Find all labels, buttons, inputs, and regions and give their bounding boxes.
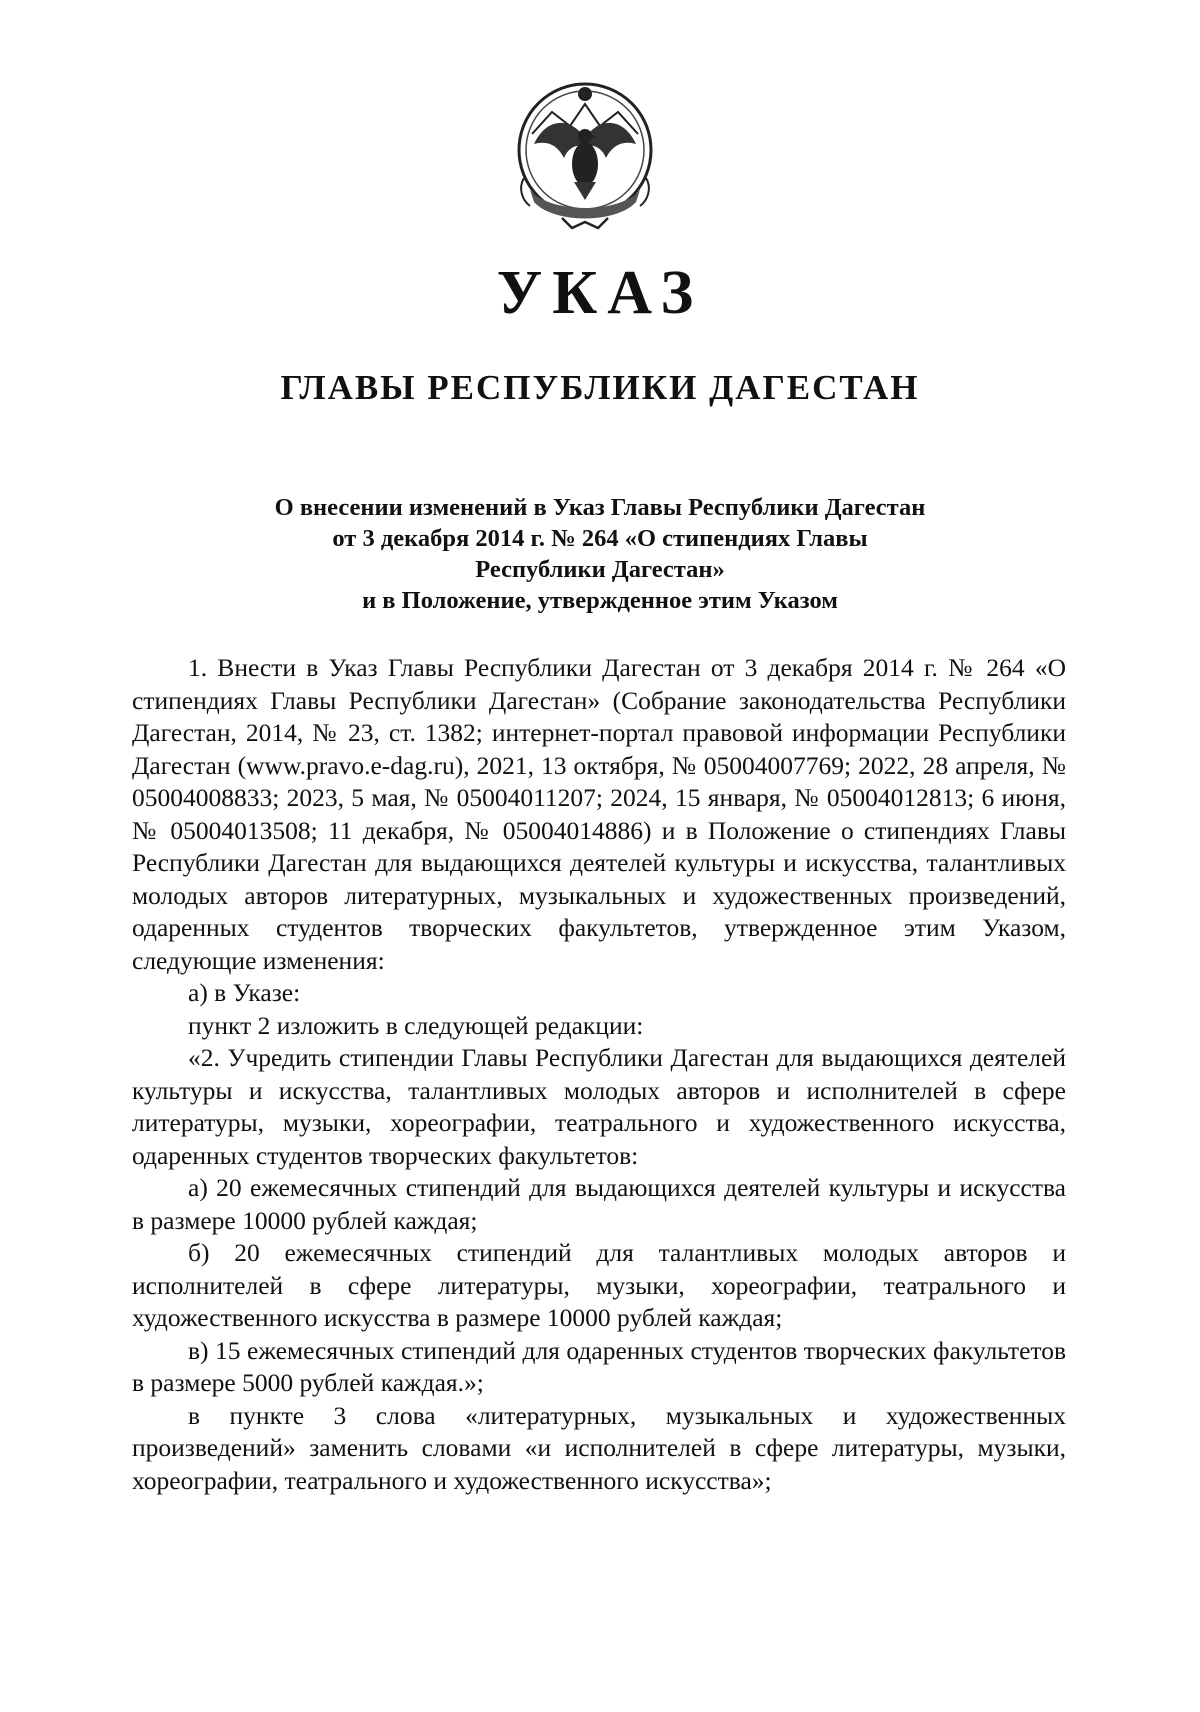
- paragraph-quote-2: «2. Учредить стипендии Главы Республики Дагестан для выдающихся деятелей культуры и искусства, талантливых молодых авторов и исполнителей в сфере литературы, музыки, хореографии, театрального и художественного искусства, одаренных студентов творческих факультетов:: [132, 1043, 1066, 1170]
- document-heading: [180, 492, 1020, 616]
- paragraph-quote-b: б) 20 ежемесячных стипендий для талантливых молодых авторов и исполнителей в сфере литературы, музыки, хореографии, театрального и художественного искусства в размере 10000 рублей каждая;: [132, 1238, 1066, 1332]
- document-body: [132, 652, 1066, 1497]
- heading-line: Республики Дагестан»: [475, 556, 725, 583]
- paragraph-item-1: 1. Внести в Указ Главы Республики Дагестан от 3 декабря 2014 г. № 264 «О стипендиях Главы Республики Дагестан» (Собрание законодательства Республики Дагестан, 2014, № 23, ст. 1382; интернет-портал правовой информации Республики Дагестан (www.pravo.e-dag.ru), 2021, 13 октября, № 05004007769; 2022, 28 апреля, № 05004008833; 2023, 5 мая, № 05004011207; 2024, 15 января, № 05004012813; 6 июня, № 05004013508; 11 декабря, № 05004014886) и в Положение о стипендиях Главы Республики Дагестан для выдающихся деятелей культуры и искусства, талантливых молодых авторов литературных, музыкальных и художественных произведений, одаренных студентов творческих факультетов, утвержденное этим Указом, следующие изменения:: [132, 653, 1066, 975]
- heading-line: от 3 декабря 2014 г. № 264 «О стипендиях Главы: [332, 525, 868, 552]
- paragraph-point-3: в пункте 3 слова «литературных, музыкальных и художественных произведений» заменить словами «и исполнителей в сфере литературы, музыки, хореографии, театрального и художественного искусства»;: [132, 1400, 1066, 1495]
- heading-line: О внесении изменений в Указ Главы Республики Дагестан: [274, 494, 926, 521]
- paragraph-subitem-a: а) в Указе:: [188, 978, 301, 1007]
- document-title: УКАЗ: [496, 259, 704, 327]
- paragraph-quote-a: а) 20 ежемесячных стипендий для выдающихся деятелей культуры и искусства в размере 10000 рублей каждая;: [132, 1173, 1066, 1235]
- document-subtitle: ГЛАВЫ РЕСПУБЛИКИ ДАГЕСТАН: [280, 368, 920, 407]
- heading-line: и в Положение, утвержденное этим Указом: [362, 587, 838, 614]
- paragraph-quote-c: в) 15 ежемесячных стипендий для одаренных студентов творческих факультетов в размере 5000 рублей каждая.»;: [132, 1335, 1066, 1397]
- paragraph-point-2: пункт 2 изложить в следующей редакции:: [188, 1010, 644, 1040]
- coat-of-arms-emblem: [500, 68, 670, 238]
